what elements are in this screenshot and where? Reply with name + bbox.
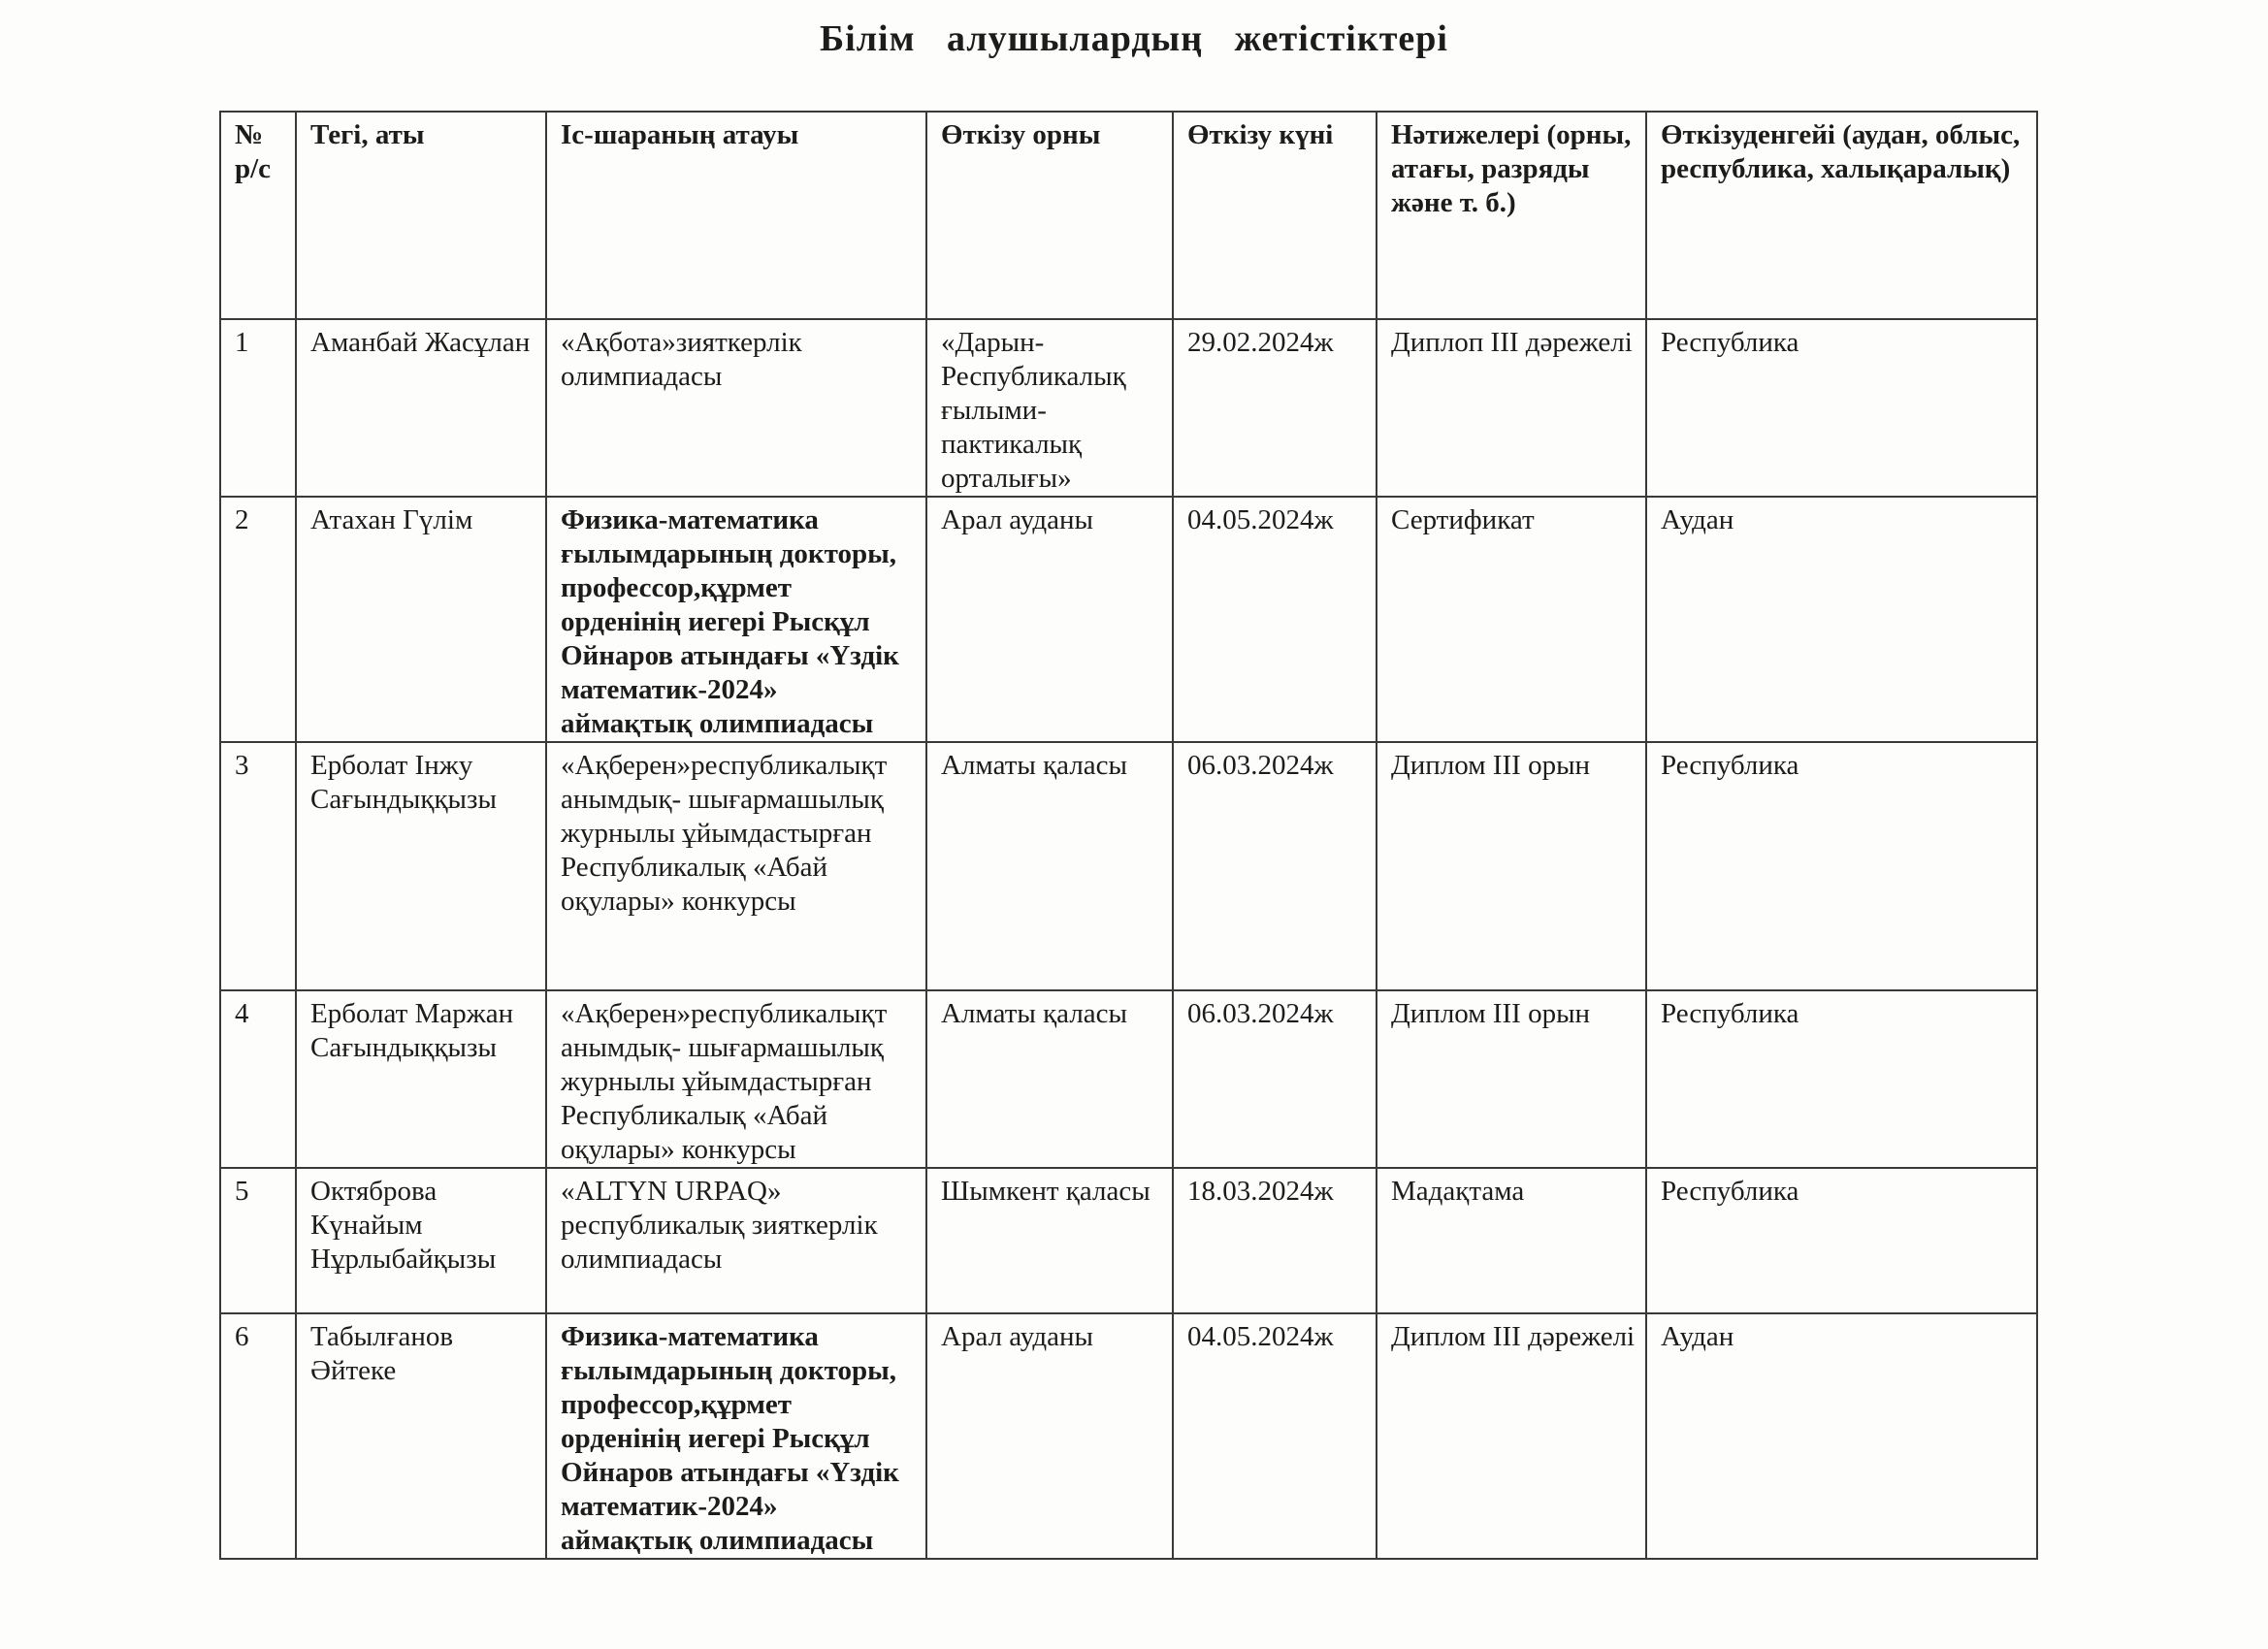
cell-date: 06.03.2024ж <box>1173 990 1377 1168</box>
table-row <box>220 742 2037 990</box>
achievements-table <box>219 111 2038 1560</box>
cell-place: Арал ауданы <box>926 1313 1173 1559</box>
cell-result: Мадақтама <box>1377 1168 1646 1313</box>
cell-result: Диплом ІІІ орын <box>1377 742 1646 990</box>
cell-place: Шымкент қаласы <box>926 1168 1173 1313</box>
table-header-row <box>220 112 2037 319</box>
cell-name: Ерболат Інжу Сағындыққызы <box>296 742 546 990</box>
cell-date: 04.05.2024ж <box>1173 497 1377 742</box>
cell-name: Атахан Гүлім <box>296 497 546 742</box>
header-level: Өткізуденгейі (аудан, облыс, республика, халықаралық) <box>1646 112 2037 319</box>
cell-date: 18.03.2024ж <box>1173 1168 1377 1313</box>
table-row <box>220 990 2037 1168</box>
cell-event: «Ақберен»республикалықт анымдық- шығармашылық журнылы ұйымдастырған Республикалық «Абай оқулары» конкурсы <box>546 990 926 1168</box>
cell-number: 1 <box>220 319 296 497</box>
table-row <box>220 1168 2037 1313</box>
cell-level: Республика <box>1646 742 2037 990</box>
cell-event: «Ақберен»республикалықт анымдық- шығармашылық журнылы ұйымдастырған Республикалық «Абай оқулары» конкурсы <box>546 742 926 990</box>
cell-date: 04.05.2024ж <box>1173 1313 1377 1559</box>
header-event: Іс-шараның атауы <box>546 112 926 319</box>
cell-number: 3 <box>220 742 296 990</box>
cell-name: Ерболат Маржан Сағындыққызы <box>296 990 546 1168</box>
cell-level: Аудан <box>1646 497 2037 742</box>
cell-name: Октяброва Күнайым Нұрлыбайқызы <box>296 1168 546 1313</box>
cell-place: «Дарын-Республикалық ғылыми-пактикалық орталығы» <box>926 319 1173 497</box>
cell-event: «Ақбота»зияткерлік олимпиадасы <box>546 319 926 497</box>
cell-level: Республика <box>1646 990 2037 1168</box>
cell-place: Алматы қаласы <box>926 742 1173 990</box>
header-number: № р/с <box>220 112 296 319</box>
cell-event: «ALTYN URPAQ» республикалық зияткерлік олимпиадасы <box>546 1168 926 1313</box>
header-date: Өткізу күні <box>1173 112 1377 319</box>
cell-result: Диплом ІІІ орын <box>1377 990 1646 1168</box>
cell-name: Табылғанов Әйтеке <box>296 1313 546 1559</box>
header-result: Нәтижелері (орны, атағы, разряды және т. б.) <box>1377 112 1646 319</box>
table-row <box>220 319 2037 497</box>
cell-level: Аудан <box>1646 1313 2037 1559</box>
header-name: Тегі, аты <box>296 112 546 319</box>
cell-place: Арал ауданы <box>926 497 1173 742</box>
page-title: Білім алушылардың жетістіктері <box>820 18 1448 59</box>
cell-number: 5 <box>220 1168 296 1313</box>
cell-event: Физика-математика ғылымдарының докторы, профессор,құрмет орденінің иегері Рысқұл Ойнаров атындағы «Үздік математик-2024» аймақтық олимпиадасы <box>546 497 926 742</box>
cell-level: Республика <box>1646 319 2037 497</box>
cell-date: 29.02.2024ж <box>1173 319 1377 497</box>
cell-result: Диплоп ІІІ дәрежелі <box>1377 319 1646 497</box>
cell-level: Республика <box>1646 1168 2037 1313</box>
cell-number: 6 <box>220 1313 296 1559</box>
cell-date: 06.03.2024ж <box>1173 742 1377 990</box>
cell-number: 4 <box>220 990 296 1168</box>
cell-number: 2 <box>220 497 296 742</box>
cell-event: Физика-математика ғылымдарының докторы, профессор,құрмет орденінің иегері Рысқұл Ойнаров атындағы «Үздік математик-2024» аймақтық олимпиадасы <box>546 1313 926 1559</box>
cell-result: Сертификат <box>1377 497 1646 742</box>
cell-result: Диплом ІІІ дәрежелі <box>1377 1313 1646 1559</box>
table-row <box>220 497 2037 742</box>
header-place: Өткізу орны <box>926 112 1173 319</box>
table-row <box>220 1313 2037 1559</box>
cell-name: Аманбай Жасұлан <box>296 319 546 497</box>
cell-place: Алматы қаласы <box>926 990 1173 1168</box>
